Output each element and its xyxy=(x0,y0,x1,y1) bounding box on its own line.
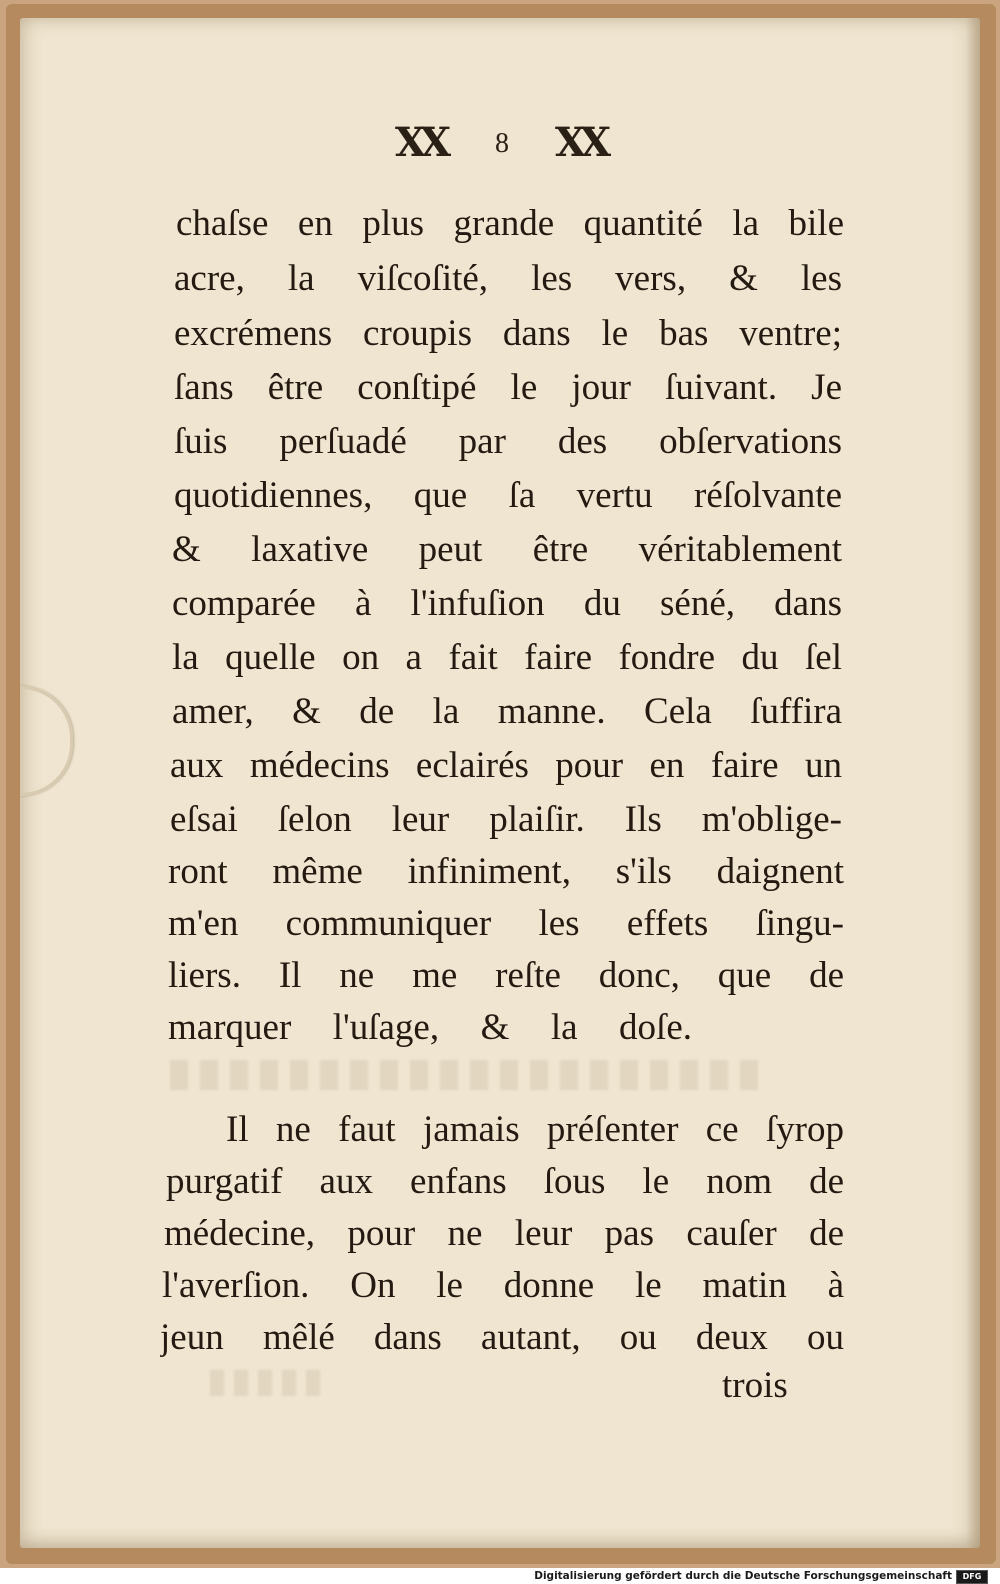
text-line: liers. Il ne me reſte donc, que de xyxy=(168,955,844,996)
text-line: eſsai ſelon leur plaiſir. Ils m'oblige- xyxy=(170,799,842,840)
text-line: ront même infiniment, s'ils daignent xyxy=(168,851,844,892)
text-line: excrémens croupis dans le bas ventre; xyxy=(174,313,842,354)
text-line: m'en communiquer les effets ſingu- xyxy=(168,903,844,944)
dfg-logo: DFG xyxy=(956,1570,988,1584)
text-line: acre, la viſcoſité, les vers, & les xyxy=(174,258,842,299)
header-ornament-right: XX xyxy=(555,119,606,166)
text-line: purgatif aux enfans ſous le nom de xyxy=(166,1161,844,1202)
text-line: amer, & de la manne. Cela ſuffira xyxy=(172,691,842,732)
text-line: aux médecins eclairés pour en faire un xyxy=(170,745,842,786)
text-line: la quelle on a fait faire fondre du ſel xyxy=(172,637,842,678)
text-line: ſans être conſtipé le jour ſuivant. Je xyxy=(174,367,842,408)
header-ornament-left: XX xyxy=(395,119,446,166)
funding-credit: Digitalisierung gefördert durch die Deutsche Forschungsgemeinschaft xyxy=(534,1570,952,1582)
text-line: médecine, pour ne leur pas cauſer de xyxy=(164,1213,844,1254)
text-line: ſuis perſuadé par des obſervations xyxy=(174,421,842,462)
text-line: marquer l'uſage, & la doſe. xyxy=(168,1007,692,1048)
bleed-through-mark xyxy=(170,1060,770,1090)
page-number: 8 xyxy=(495,128,509,159)
bleed-through-mark xyxy=(210,1370,330,1396)
text-line: comparée à l'infuſion du séné, dans xyxy=(172,583,842,624)
text-line: jeun mêlé dans autant, ou deux ou xyxy=(160,1317,844,1358)
text-line: l'averſion. On le donne le matin à xyxy=(162,1265,844,1306)
text-line: Il ne faut jamais préſenter ce ſyrop xyxy=(226,1109,844,1150)
text-line: & laxative peut être véritablement xyxy=(172,529,842,570)
footer-bar xyxy=(0,1568,1000,1584)
text-line: chaſse en plus grande quantité la bile xyxy=(176,203,844,244)
text-line: quotidiennes, que ſa vertu réſolvante xyxy=(174,475,842,516)
catchword: trois xyxy=(722,1365,788,1406)
